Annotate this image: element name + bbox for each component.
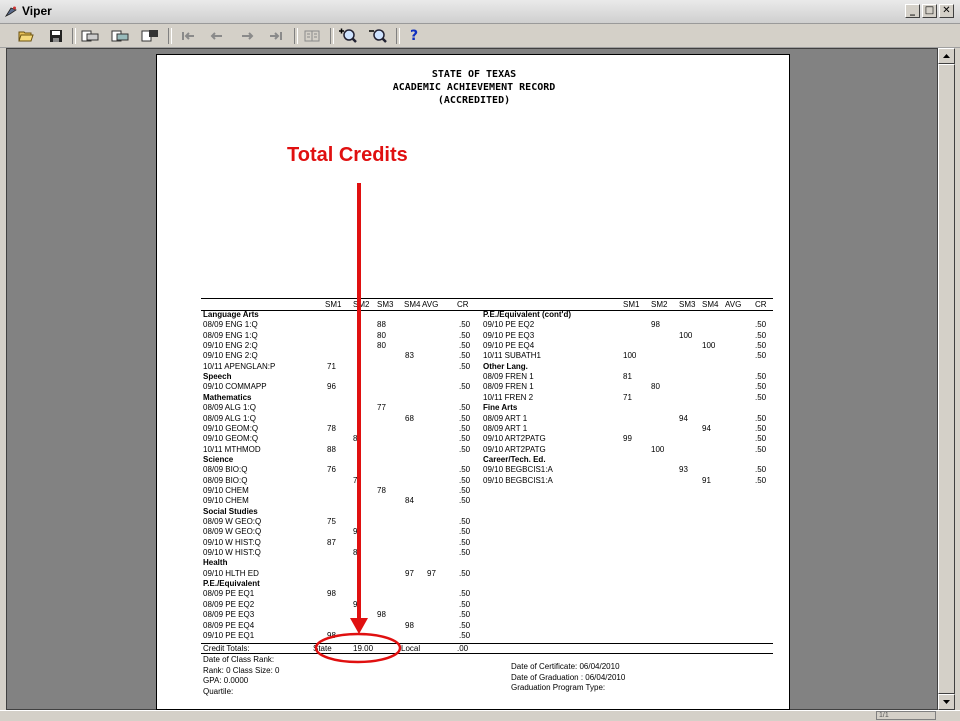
course-name: 09/10 ENG 2:Q <box>203 341 258 351</box>
maximize-button[interactable]: □ <box>922 4 937 18</box>
grade-cell-cr: .50 <box>459 620 471 630</box>
column-header: AVG <box>422 300 439 309</box>
grade-cell-cr: .50 <box>459 517 471 526</box>
column-header: CR <box>755 300 767 309</box>
grade-cell-cr: .50 <box>459 434 471 444</box>
close-button[interactable]: ✕ <box>939 4 954 18</box>
minimize-button[interactable]: _ <box>905 4 920 18</box>
section-heading: P.E./Equivalent <box>203 579 260 589</box>
grade-cell-sm3: 80 <box>377 341 386 351</box>
grade-cell-sm1: 98 <box>327 589 336 599</box>
grade-cell-sm4: 91 <box>702 475 711 485</box>
grade-cell-sm4: 98 <box>405 620 414 630</box>
column-header: AVG <box>725 300 742 309</box>
state-credits-value: 19.00 <box>353 644 374 653</box>
footer-left-line: Quartile: <box>203 686 234 696</box>
grade-cell-cr: .50 <box>755 444 767 454</box>
grade-cell-cr: .50 <box>459 630 471 640</box>
section-heading: Mathematics <box>203 392 252 402</box>
section-heading: Health <box>203 558 228 568</box>
grade-cell-sm1: 100 <box>623 351 637 361</box>
course-name: 08/09 PE EQ1 <box>203 589 255 599</box>
course-name: 08/09 FREN 1 <box>483 372 534 382</box>
footer-right-line: Date of Certificate: 06/04/2010 <box>511 662 620 671</box>
grade-cell-cr: .50 <box>459 382 471 392</box>
course-name: 09/10 PE EQ2 <box>483 320 535 330</box>
grade-cell-cr: .50 <box>459 527 471 537</box>
grade-cell-sm4: 68 <box>405 413 414 423</box>
report-title-record: ACADEMIC ACHIEVEMENT RECORD <box>392 82 556 93</box>
grade-cell-sm1: 78 <box>327 423 336 433</box>
course-name: 08/09 ENG 1:Q <box>203 330 258 340</box>
grade-cell-sm4: 94 <box>702 423 711 433</box>
annotation-arrow-head <box>350 618 368 634</box>
grade-cell-sm1: 75 <box>327 517 336 526</box>
grade-cell-sm1: 88 <box>327 444 336 454</box>
course-name: 10/11 MTHMOD <box>203 444 261 454</box>
course-name: 09/10 CHEM <box>203 496 249 506</box>
grade-cell-sm3: 100 <box>679 330 693 340</box>
course-name: 09/10 COMMAPP <box>203 382 267 392</box>
course-name: 09/10 W HIST:Q <box>203 537 261 547</box>
grade-cell-sm3: 80 <box>377 330 386 340</box>
course-name: 09/10 CHEM <box>203 485 249 495</box>
grade-cell-sm1: 71 <box>623 392 632 402</box>
section-heading: Social Studies <box>203 506 258 516</box>
footer-left-line: Rank: 0 Class Size: 0 <box>203 665 280 675</box>
course-name: 09/10 PE EQ1 <box>203 630 255 640</box>
grade-cell-sm1: 71 <box>327 361 336 371</box>
section-heading: Other Lang. <box>483 361 528 371</box>
report-title-accredited: (ACCREDITED) <box>437 95 511 106</box>
column-header: SM4 <box>702 300 719 309</box>
course-name: 09/10 GEOM:Q <box>203 434 259 444</box>
section-heading: Science <box>203 454 234 464</box>
column-header: SM3 <box>679 300 696 309</box>
grade-cell-cr: .50 <box>755 465 767 475</box>
grade-cell-cr: .50 <box>459 610 471 620</box>
grade-cell-sm4: 100 <box>702 341 716 351</box>
grade-cell-cr: .50 <box>755 434 767 444</box>
grade-cell-cr: .50 <box>459 351 471 361</box>
grade-cell-sm2: 9 <box>353 527 358 537</box>
section-heading: P.E./Equivalent (cont'd) <box>483 310 571 319</box>
grade-cell-sm2: 8 <box>353 434 358 444</box>
grade-cell-cr: .50 <box>755 320 767 330</box>
grade-cell-sm3: 93 <box>679 465 688 475</box>
grade-cell-avg: 97 <box>427 568 436 578</box>
course-name: 08/09 BIO:Q <box>203 465 248 475</box>
course-name: 08/09 ALG 1:Q <box>203 413 256 423</box>
grade-cell-cr: .50 <box>755 413 767 423</box>
grade-cell-cr: .50 <box>459 413 471 423</box>
grade-cell-cr: .50 <box>459 361 471 371</box>
grade-cell-sm2: 80 <box>651 382 660 392</box>
column-header: SM4 <box>404 300 421 309</box>
grade-cell-cr: .50 <box>459 589 471 599</box>
report-title-state: STATE OF TEXAS <box>431 69 517 80</box>
grade-cell-sm1: 87 <box>327 537 336 547</box>
section-heading: Speech <box>203 372 232 382</box>
footer-right-line: Graduation Program Type: <box>511 683 606 692</box>
footer-left-line: GPA: 0.0000 <box>203 676 249 685</box>
grade-cell-sm2: 7 <box>353 475 358 485</box>
course-name: 10/11 FREN 2 <box>483 392 534 402</box>
grade-cell-cr: .50 <box>459 320 471 330</box>
column-header: SM1 <box>623 300 640 309</box>
grade-cell-sm3: 94 <box>679 413 688 423</box>
grade-cell-sm3: 98 <box>377 610 386 620</box>
course-name: 09/10 ENG 2:Q <box>203 351 258 361</box>
grade-cell-sm4: 83 <box>405 351 414 361</box>
grade-cell-cr: .50 <box>459 341 471 351</box>
grade-cell-sm1: 98 <box>327 630 336 640</box>
column-header: CR <box>457 300 469 309</box>
course-name: 09/10 BEGBCIS1:A <box>483 465 553 475</box>
grade-cell-cr: .50 <box>459 568 471 578</box>
grade-cell-cr: .50 <box>755 330 767 340</box>
course-name: 08/09 FREN 1 <box>483 382 534 392</box>
grade-cell-sm2: 100 <box>651 444 665 454</box>
help-icon: ? <box>409 28 419 44</box>
course-name: 08/09 ALG 1:Q <box>203 403 256 413</box>
course-name: 09/10 ART2PATG <box>483 444 546 454</box>
grade-cell-sm3: 88 <box>377 320 386 330</box>
window-title: Viper <box>22 4 52 18</box>
course-name: 09/10 ART2PATG <box>483 434 546 444</box>
grade-cell-sm1: 99 <box>623 434 632 444</box>
grade-cell-cr: .50 <box>755 392 767 402</box>
course-name: 08/09 ART 1 <box>483 423 528 433</box>
grade-cell-cr: .50 <box>755 475 767 485</box>
course-name: 08/09 ART 1 <box>483 413 528 423</box>
state-credits-label: State <box>313 644 332 653</box>
grade-cell-sm3: 77 <box>377 403 386 413</box>
grade-cell-cr: .50 <box>755 341 767 351</box>
section-heading: Career/Tech. Ed. <box>483 454 546 464</box>
grade-cell-cr: .50 <box>459 465 471 475</box>
page-indicator: 1/1 <box>876 711 936 720</box>
course-name: 09/10 PE EQ3 <box>483 330 535 340</box>
grade-cell-cr: .50 <box>459 599 471 609</box>
course-name: 08/09 PE EQ4 <box>203 620 255 630</box>
column-header: SM2 <box>651 300 668 309</box>
grade-cell-sm1: 96 <box>327 382 336 392</box>
course-name: 09/10 W HIST:Q <box>203 548 261 558</box>
course-name: 08/09 ENG 1:Q <box>203 320 258 330</box>
column-header: SM3 <box>377 300 394 309</box>
grade-cell-sm2: 98 <box>651 320 660 330</box>
grade-cell-cr: .50 <box>755 351 767 361</box>
grade-cell-cr: .50 <box>459 403 471 413</box>
grade-cell-cr: .50 <box>459 444 471 454</box>
grade-cell-sm1: 76 <box>327 465 336 475</box>
course-name: 08/09 PE EQ2 <box>203 599 255 609</box>
course-name: 09/10 BEGBCIS1:A <box>483 475 553 485</box>
local-credits-value: .00 <box>457 644 469 653</box>
section-heading: Fine Arts <box>483 403 518 413</box>
grade-cell-sm4: 84 <box>405 496 414 506</box>
grade-cell-cr: .50 <box>755 372 767 382</box>
grade-cell-sm1: 81 <box>623 372 632 382</box>
course-name: 09/10 HLTH ED <box>203 568 259 578</box>
annotation-label: Total Credits <box>287 144 408 166</box>
grade-cell-cr: .50 <box>459 548 471 558</box>
grade-cell-cr: .50 <box>755 382 767 392</box>
column-header: SM2 <box>353 300 370 309</box>
grade-cell-cr: .50 <box>459 330 471 340</box>
credit-totals-label: Credit Totals: <box>203 644 250 653</box>
footer-right-line: Date of Graduation : 06/04/2010 <box>511 672 626 682</box>
course-name: 10/11 APENGLAN:P <box>203 361 276 371</box>
grade-cell-cr: .50 <box>459 475 471 485</box>
grade-cell-sm3: 78 <box>377 485 386 495</box>
course-name: 10/11 SUBATH1 <box>483 351 541 361</box>
status-bar <box>0 710 960 721</box>
course-name: 08/09 BIO:Q <box>203 475 248 485</box>
course-name: 08/09 W GEO:Q <box>203 517 262 526</box>
course-name: 09/10 GEOM:Q <box>203 423 259 433</box>
course-name: 08/09 W GEO:Q <box>203 527 262 537</box>
local-credits-label: Local <box>401 644 421 653</box>
grade-cell-sm2: 8 <box>353 548 358 558</box>
footer-left-line: Date of Class Rank: <box>203 655 275 664</box>
column-header: SM1 <box>325 300 342 309</box>
grade-cell-cr: .50 <box>459 423 471 433</box>
grade-cell-sm4: 97 <box>405 568 414 578</box>
grade-cell-cr: .50 <box>755 423 767 433</box>
annotation-circle <box>316 634 400 662</box>
grade-cell-cr: .50 <box>459 537 471 547</box>
grade-cell-cr: .50 <box>459 496 471 506</box>
grade-cell-sm2: 9 <box>353 599 358 609</box>
course-name: 09/10 PE EQ4 <box>483 341 535 351</box>
grade-cell-cr: .50 <box>459 485 471 495</box>
section-heading: Language Arts <box>203 310 259 319</box>
course-name: 08/09 PE EQ3 <box>203 610 255 620</box>
